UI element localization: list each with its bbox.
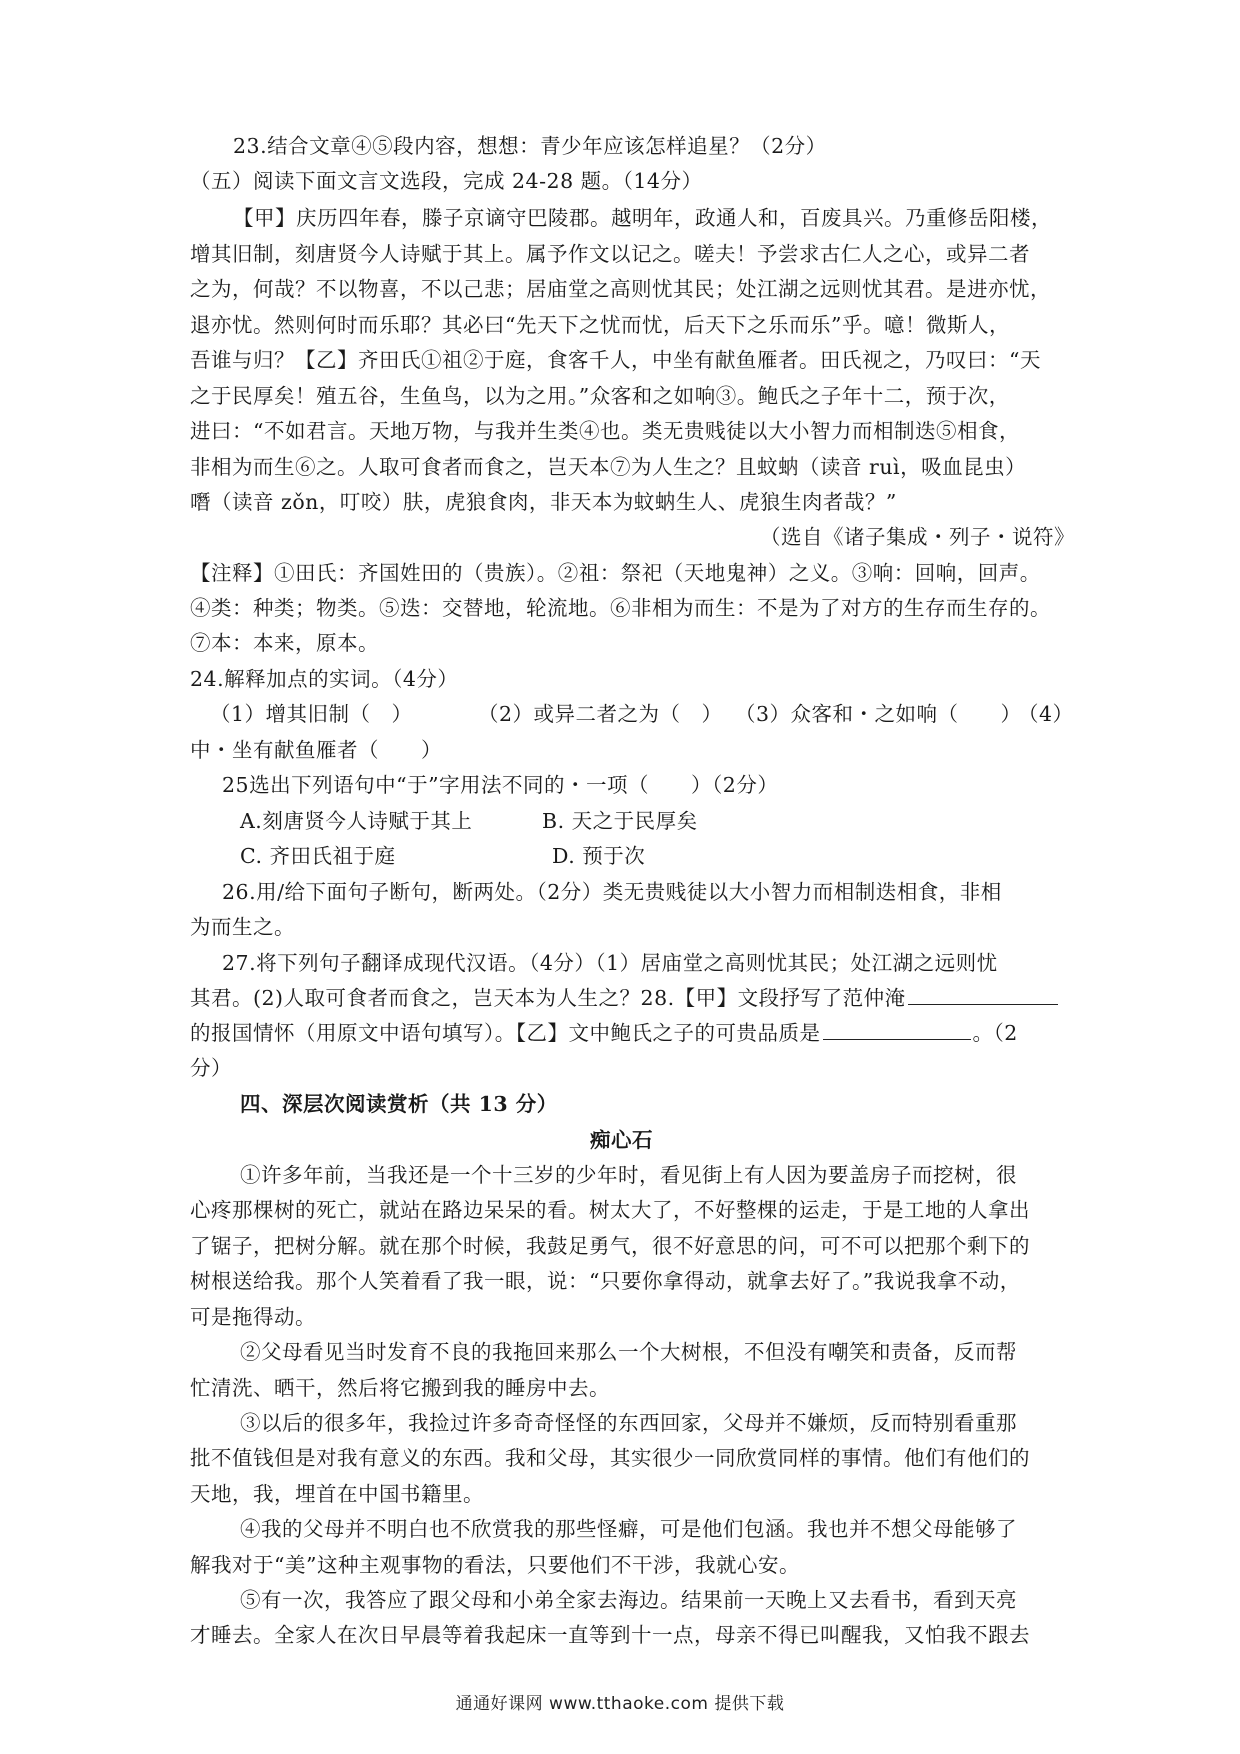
article-line: ③以后的很多年，我捡过许多奇奇怪怪的东西回家，父母并不嫌烦，反而特别看重那 xyxy=(240,1411,1017,1435)
section-5-title: （五）阅读下面文言文选段，完成 24-28 题。（14分） xyxy=(190,169,703,193)
classical-line: 退亦忧。然则何时而乐耶？其必曰“先天下之忧而忧，后天下之乐而乐”乎。噫！微斯人， xyxy=(190,313,1010,337)
q25-option-c: C. 齐田氏祖于庭 xyxy=(240,844,396,868)
note-line: ④类：种类；物类。⑤迭：交替地，轮流地。⑥非相为而生：不是为了对方的生存而生存的。 xyxy=(190,596,1051,620)
classical-line: 非相为而生⑥之。人取可食者而食之，岂天本⑦为人生之？且蚊蚋（读音 ruì，吸血昆虫） xyxy=(190,455,1027,479)
article-line: ④我的父母并不明白也不欣赏我的那些怪癖，可是他们包涵。我也并不想父母能够了 xyxy=(240,1517,1017,1541)
page-footer: 通通好课网 www.tthaoke.com 提供下载 xyxy=(455,1694,785,1714)
article-title: 痴心石 xyxy=(590,1128,653,1152)
question-28-score-cont: 分） xyxy=(190,1056,232,1080)
answer-blank-28b[interactable] xyxy=(823,1019,971,1040)
classical-line: 进曰：“不如君言。天地万物，与我并生类④也。类无贵贱徒以大小智力而相制迭⑤相食， xyxy=(190,419,1020,443)
classical-line: 之于民厚矣！殖五谷，生鱼鸟，以为之用。”众客和之如响③。鲍氏之子年十二，预于次， xyxy=(190,384,1010,408)
answer-blank-28a[interactable] xyxy=(908,984,1058,1005)
question-26-cont: 为而生之。 xyxy=(190,915,295,939)
classical-line: 之为，何哉？不以物喜，不以己悲；居庙堂之高则忧其民；处江湖之远则忧其君。是进亦忧， xyxy=(190,277,1051,301)
article-line: 可是拖得动。 xyxy=(190,1305,316,1329)
question-27-28-text: 其君。(2)人取可食者而食之，岂天本为人生之？28.【甲】文段抒写了范仲淹 xyxy=(190,986,906,1010)
question-28-line xyxy=(190,1018,1018,1048)
question-26: 26.用/给下面句子断句，断两处。（2分）类无贵贱徒以大小智力而相制迭相食，非相 xyxy=(222,880,1002,904)
q25-option-a: A.刻唐贤今人诗赋于其上 xyxy=(240,809,473,833)
article-line: 才睡去。全家人在次日早晨等着我起床一直等到十一点，母亲不得已叫醒我，又怕我不跟去 xyxy=(190,1623,1030,1647)
article-line: 树根送给我。那个人笑着看了我一眼，说：“只要你拿得动，就拿去好了。”我说我拿不动， xyxy=(190,1269,1021,1293)
q24-item-4: （4） xyxy=(1018,702,1074,726)
q24-item-3: （3）众客和・之如响（ ） xyxy=(735,702,1022,726)
article-line: 忙清洗、晒干，然后将它搬到我的睡房中去。 xyxy=(190,1376,610,1400)
q25-option-b: B. 天之于民厚矣 xyxy=(542,809,698,833)
article-line: 批不值钱但是对我有意义的东西。我和父母，其实很少一同欣赏同样的事情。他们有他们的 xyxy=(190,1446,1030,1470)
section-4-title: 四、深层次阅读赏析（共 13 分） xyxy=(240,1092,558,1116)
q24-item-4-text: 中・坐有献鱼雁者（ ） xyxy=(190,738,442,762)
note-line: ⑦本：本来，原本。 xyxy=(190,631,379,655)
article-line: ①许多年前，当我还是一个十三岁的少年时，看见街上有人因为要盖房子而挖树，很 xyxy=(240,1163,1017,1187)
question-28-text: 的报国情怀（用原文中语句填写）。【乙】文中鲍氏之子的可贵品质是 xyxy=(190,1021,821,1045)
question-23: 23.结合文章④⑤段内容，想想：青少年应该怎样追星？（2分） xyxy=(233,134,827,158)
note-line: 【注释】①田氏：齐国姓田的（贵族）。②祖：祭祀（天地鬼神）之义。③响：回响，回声。 xyxy=(190,561,1041,585)
question-28-score: 。（2 xyxy=(972,1021,1018,1045)
question-27-28 xyxy=(190,983,1060,1013)
q24-item-1: （1）增其旧制（ ） xyxy=(210,702,413,726)
question-25: 25选出下列语句中“于”字用法不同的・一项（ ）（2分） xyxy=(222,773,779,797)
classical-line: 噆（读音 zǒn，叮咬）肤，虎狼食肉，非天本为蚊蚋生人、虎狼生肉者哉？” xyxy=(190,490,897,514)
article-line: 心疼那棵树的死亡，就站在路边呆呆的看。树太大了，不好整棵的运走，于是工地的人拿出 xyxy=(190,1198,1030,1222)
q25-option-d: D. 预于次 xyxy=(552,844,646,868)
classical-line: 吾谁与归？【乙】齐田氏①祖②于庭，食客千人，中坐有献鱼雁者。田氏视之，乃叹曰：“天 xyxy=(190,348,1041,372)
question-27: 27.将下列句子翻译成现代汉语。（4分）（1）居庙堂之高则忧其民；处江湖之远则忧 xyxy=(222,951,998,975)
classical-line: 【甲】庆历四年春，滕子京谪守巴陵郡。越明年，政通人和，百废具兴。乃重修岳阳楼， xyxy=(233,206,1052,230)
article-line: 解我对于“美”这种主观事物的看法，只要他们不干涉，我就心安。 xyxy=(190,1553,800,1577)
article-line: ②父母看见当时发育不良的我拖回来那么一个大树根，不但没有嘲笑和责备，反而帮 xyxy=(240,1340,1017,1364)
article-line: ⑤有一次，我答应了跟父母和小弟全家去海边。结果前一天晚上又去看书，看到天亮 xyxy=(240,1588,1017,1612)
source-citation: （选自《诸子集成・列子・说符》 xyxy=(760,525,1075,549)
article-line: 了锯子，把树分解。就在那个时候，我鼓足勇气，很不好意思的问，可不可以把那个剩下的 xyxy=(190,1234,1030,1258)
question-24: 24.解释加点的实词。（4分） xyxy=(190,667,459,691)
article-line: 天地，我，埋首在中国书籍里。 xyxy=(190,1482,484,1506)
q24-item-2: （2）或异二者之为（ ） xyxy=(478,702,723,726)
classical-line: 增其旧制，刻唐贤今人诗赋于其上。属予作文以记之。嗟夫！予尝求古仁人之心，或异二者 xyxy=(190,242,1030,266)
